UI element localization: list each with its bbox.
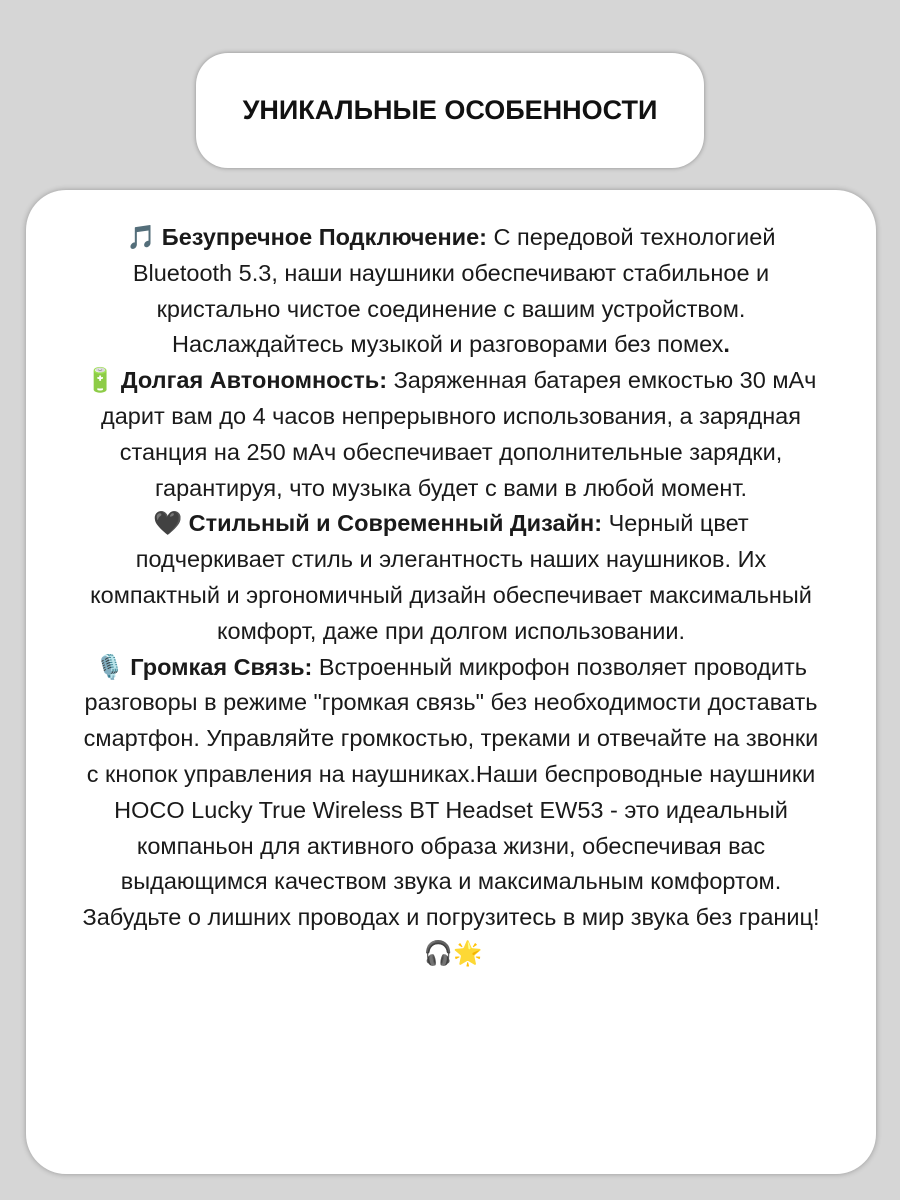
feature-design: [82, 506, 820, 649]
feature-text: Черный цвет подчеркивает стиль и элегантность наших наушников. Их компактный и эргономичный дизайн обеспечивает максимальный комфорт, даже при долгом использовании.: [90, 510, 812, 644]
feature-title: Безупречное Подключение:: [161, 224, 487, 250]
black-heart-icon: 🖤: [153, 510, 183, 537]
page-title: УНИКАЛЬНЫЕ ОСОБЕННОСТИ: [242, 95, 658, 125]
features-card: [26, 190, 876, 1174]
feature-text: С передовой технологией Bluetooth 5.3, наши наушники обеспечивают стабильное и кристально чистое соединение с вашим устройством. Наслаждайтесь музыкой и разговорами без помех: [132, 224, 776, 358]
feature-text: Встроенный микрофон позволяет проводить разговоры в режиме "громкая связь" без необходимости доставать смартфон. Управляйте громкостью, треками и отвечайте на звонки с кнопок управления на наушниках.Наши беспроводные наушники HOCO Lucky True Wireless BT Headset EW53 - это идеальный компаньон для активного образа жизни, обеспечивая вас выдающимся качеством звука и максимальным комфортом. Забудьте о лишних проводах и погрузитесь в мир звука без границ!: [82, 653, 820, 931]
feature-title: Стильный и Современный Дизайн:: [188, 510, 603, 537]
feature-title: Громкая Связь:: [130, 653, 313, 680]
feature-connection: [82, 220, 820, 363]
feature-speakerphone: [82, 650, 820, 972]
music-note-icon: 🎵: [126, 224, 156, 250]
feature-battery: [82, 363, 820, 506]
microphone-icon: 🎙️: [95, 653, 125, 680]
feature-title: Долгая Автономность:: [120, 367, 388, 394]
headphones-star-icon: 🎧🌟: [423, 939, 483, 966]
feature-text-end: .: [723, 331, 730, 358]
feature-text: Заряженная батарея емкостью 30 мАч дарит вам до 4 часов непрерывного использования, а зарядная станция на 250 мАч обеспечивает дополнительные зарядки, гарантируя, что музыка будет с вами в любой момент.: [101, 367, 817, 501]
header-pill: [196, 53, 704, 168]
battery-icon: 🔋: [85, 367, 115, 394]
features-text: [82, 220, 820, 972]
